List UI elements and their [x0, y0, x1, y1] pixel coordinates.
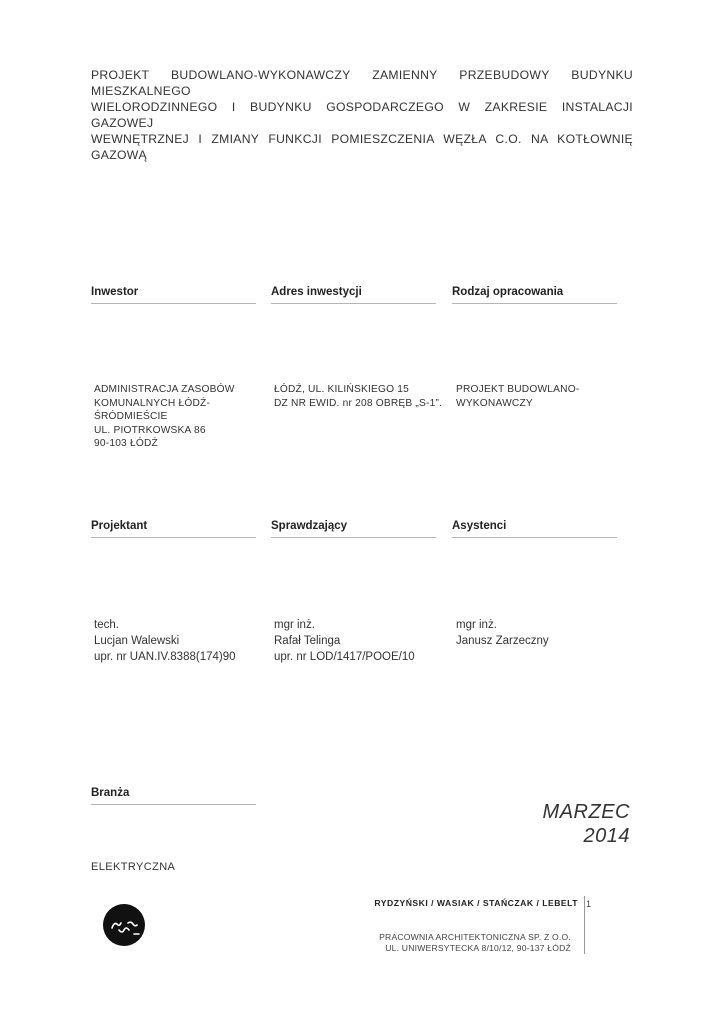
branch-heading: Branża: [91, 787, 256, 805]
designer-value: [94, 617, 236, 665]
designer-line: Lucjan Walewski: [94, 635, 180, 647]
issue-date: [520, 800, 630, 848]
firm-logo-icon: [103, 904, 145, 946]
type-value: [456, 383, 579, 410]
assistants-line: mgr inż.: [456, 619, 497, 631]
firm-address: [350, 932, 571, 954]
footer-divider: [584, 896, 585, 954]
assistants-heading: Asystenci: [452, 520, 617, 538]
investor-line: ADMINISTRACJA ZASOBÓW: [94, 384, 235, 395]
investor-line: ŚRÓDMIEŚCIE: [94, 411, 168, 422]
address-value: [274, 383, 442, 410]
firm-address-line: PRACOWNIA ARCHITEKTONICZNA SP. Z O.O.: [379, 932, 571, 942]
checker-value: [274, 617, 415, 665]
branch-value: ELEKTRYCZNA: [91, 861, 176, 873]
firm-partners: RYDZYŃSKI / WASIAK / STAŃCZAK / LEBELT: [374, 898, 578, 908]
address-heading: Adres inwestycji: [271, 286, 436, 304]
project-title: [91, 67, 633, 163]
address-line: ŁÓDŹ, UL. KILIŃSKIEGO 15: [274, 384, 410, 395]
checker-line: upr. nr LOD/1417/POOE/10: [274, 651, 415, 663]
designer-line: upr. nr UAN.IV.8388(174)90: [94, 651, 236, 663]
checker-heading: Sprawdzający: [271, 520, 436, 538]
date-month: MARZEC: [542, 801, 630, 823]
address-line: DZ NR EWID. nr 208 OBRĘB „S-1”.: [274, 397, 443, 409]
assistants-value: [456, 617, 549, 649]
investor-line: UL. PIOTRKOWSKA 86: [94, 424, 206, 436]
checker-line: Rafał Telinga: [274, 635, 341, 647]
investor-line: 90-103 ŁÓDŹ: [94, 438, 158, 449]
assistants-line: Janusz Zarzeczny: [456, 635, 549, 647]
checker-line: mgr inż.: [274, 619, 315, 631]
investor-heading: Inwestor: [91, 286, 256, 304]
type-heading: Rodzaj opracowania: [452, 286, 617, 304]
type-line: WYKONAWCZY: [456, 397, 533, 409]
type-line: PROJEKT BUDOWLANO-: [456, 384, 580, 395]
firm-logo-mark: [103, 904, 145, 946]
project-title-line: WEWNĘTRZNEJ I ZMIANY FUNKCJI POMIESZCZENIA WĘZŁA C.O. NA KOTŁOWNIĘ GAZOWĄ: [91, 132, 633, 162]
page-number: 1: [586, 899, 592, 909]
date-year: 2014: [583, 825, 630, 847]
firm-address-line: UL. UNIWERSYTECKA 8/10/12, 90-137 ŁÓDŹ: [385, 943, 571, 953]
designer-line: tech.: [94, 619, 119, 631]
designer-heading: Projektant: [91, 520, 256, 538]
investor-line: KOMUNALNYCH ŁÓDŹ-: [94, 397, 211, 409]
project-title-line: PROJEKT BUDOWLANO-WYKONAWCZY ZAMIENNY PRZEBUDOWY BUDYNKU MIESZKALNEGO: [91, 68, 633, 98]
project-title-line: WIELORODZINNEGO I BUDYNKU GOSPODARCZEGO W ZAKRESIE INSTALACJI GAZOWEJ: [91, 100, 633, 130]
investor-value: [94, 383, 235, 451]
